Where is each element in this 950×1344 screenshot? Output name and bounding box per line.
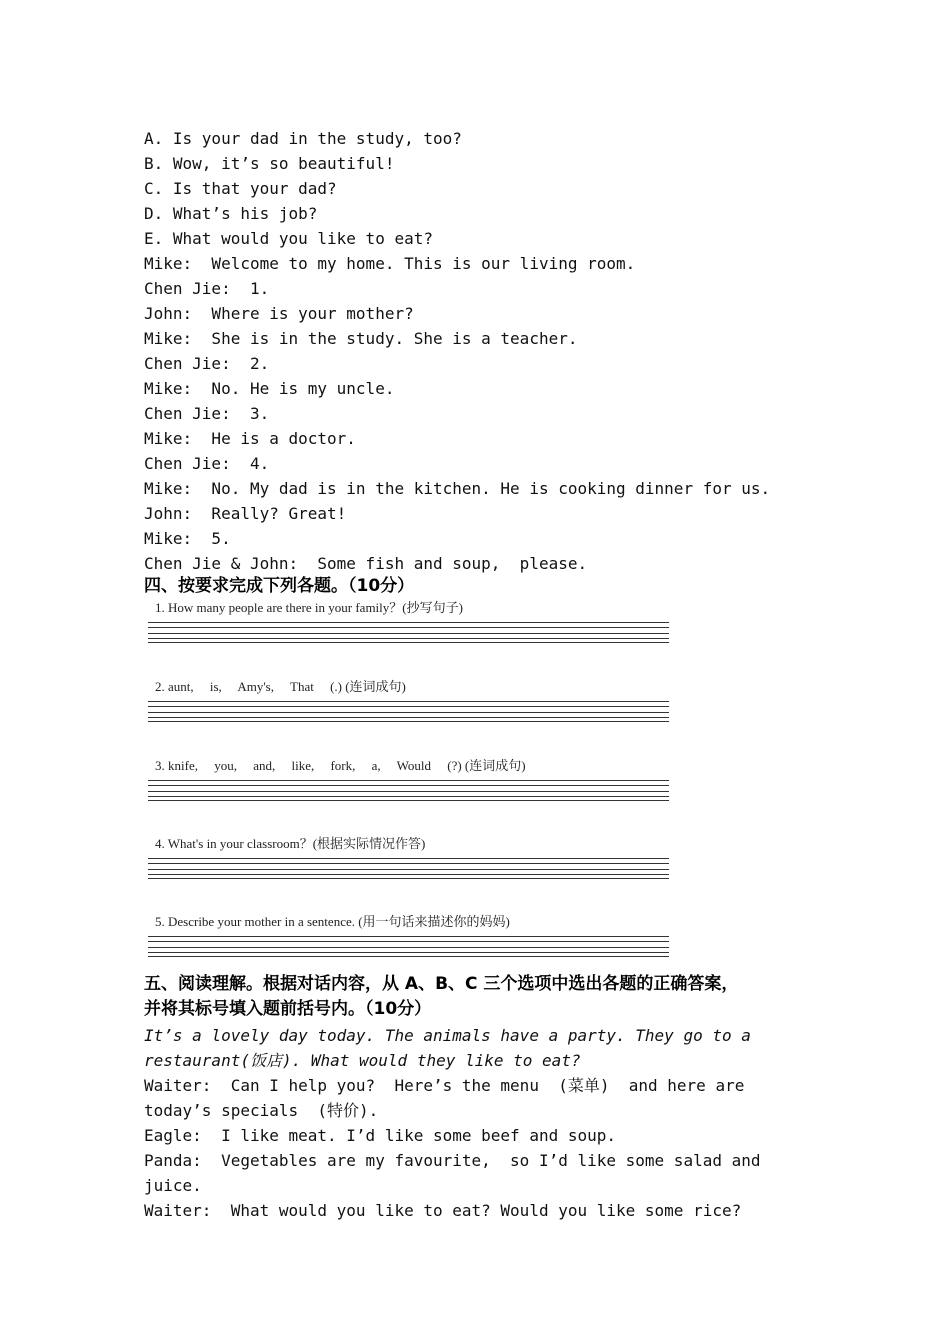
dialogue-line: Mike: He is a doctor. [144, 429, 356, 448]
option-d: D. What’s his job? [144, 204, 318, 223]
dialogue-line: Chen Jie: 4. [144, 454, 270, 473]
section5-title-line1: 五、阅读理解。根据对话内容，从 A、B、C 三个选项中选出各题的正确答案， [144, 974, 739, 994]
option-c: C. Is that your dad? [144, 179, 337, 198]
question-3: 3. knife, you, and, like, fork, a, Would (?) (连词成句) [155, 758, 526, 773]
answer-lines-5[interactable] [148, 936, 669, 958]
dialogue-line: Chen Jie: 2. [144, 354, 270, 373]
dialogue-line: Chen Jie: 3. [144, 404, 270, 423]
question-2: 2. aunt, is, Amy's, That (.) (连词成句) [155, 679, 406, 694]
option-b: B. Wow, it’s so beautiful! [144, 154, 395, 173]
question-4: 4. What's in your classroom？(根据实际情况作答) [155, 836, 426, 851]
answer-lines-1[interactable] [148, 622, 669, 644]
reading-line: juice. [144, 1176, 202, 1195]
question-1: 1. How many people are there in your family？(抄写句子) [155, 600, 463, 615]
answer-lines-2[interactable] [148, 701, 669, 723]
dialogue-line: Chen Jie: 1. [144, 279, 270, 298]
answer-lines-3[interactable] [148, 780, 669, 802]
reading-line: today’s specials (特价). [144, 1101, 379, 1120]
reading-line: Waiter: What would you like to eat? Would you like some rice? [144, 1201, 742, 1220]
dialogue-line: Mike: 5. [144, 529, 231, 548]
dialogue-line: Mike: Welcome to my home. This is our living room. [144, 254, 636, 273]
reading-line: Panda: Vegetables are my favourite, so I’d like some salad and [144, 1151, 761, 1170]
dialogue-line: Mike: No. My dad is in the kitchen. He is cooking dinner for us. [144, 479, 771, 498]
dialogue-line: Chen Jie & John: Some fish and soup, please. [144, 554, 588, 573]
dialogue-line: John: Really? Great! [144, 504, 347, 523]
option-a: A. Is your dad in the study, too? [144, 129, 462, 148]
dialogue-line: John: Where is your mother? [144, 304, 414, 323]
dialogue-line: Mike: No. He is my uncle. [144, 379, 395, 398]
option-e: E. What would you like to eat? [144, 229, 433, 248]
section5-title-line2: 并将其标号填入题前括号内。（10分） [144, 999, 432, 1019]
question-5: 5. Describe your mother in a sentence. (用一句话来描述你的妈妈) [155, 914, 510, 929]
reading-line: Eagle: I like meat. I’d like some beef and soup. [144, 1126, 617, 1145]
section4-title: 四、按要求完成下列各题。（10分） [144, 576, 415, 596]
reading-intro-line1: It’s a lovely day today. The animals have a party. They go to a [144, 1026, 751, 1045]
dialogue-line: Mike: She is in the study. She is a teacher. [144, 329, 578, 348]
reading-line: Waiter: Can I help you? Here’s the menu (菜单) and here are [144, 1076, 745, 1095]
reading-intro-line2: restaurant(饭店). What would they like to eat? [144, 1051, 581, 1070]
answer-lines-4[interactable] [148, 858, 669, 880]
